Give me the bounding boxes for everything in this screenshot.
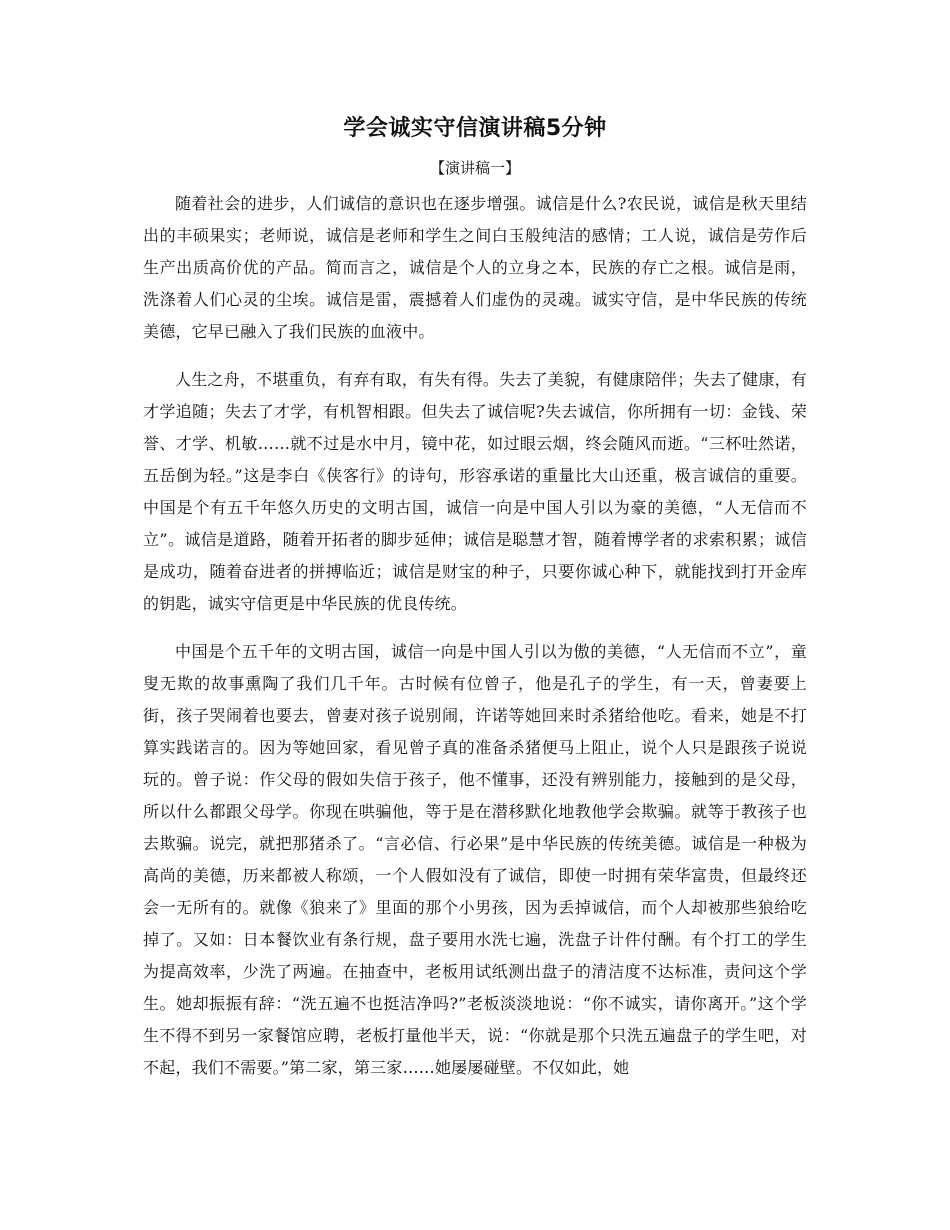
- document-subtitle: 【演讲稿一】: [429, 159, 520, 177]
- document-page: [143, 112, 807, 1084]
- paragraph-1: 随着社会的进步，人们诚信的意识也在逐步增强。诚信是什么?农民说，诚信是秋天里结出的丰硕果实；老师说，诚信是老师和学生之间白玉般纯洁的感情；工人说，诚信是劳作后生产出质高价优的产品。简而言之，诚信是个人的立身之本，民族的存亡之根。诚信是雨，洗涤着人们心灵的尘埃。诚信是雷，震撼着人们虚伪的灵魂。诚实守信，是中华民族的传统美德，它早已融入了我们民族的血液中。: [143, 194, 807, 341]
- paragraph-3: 中国是个五千年的文明古国，诚信一向是中国人引以为傲的美德，“人无信而不立”，童叟无欺的故事熏陶了我们几千年。古时候有位曾子，他是孔子的学生，有一天，曾妻要上街，孩子哭闹着也要去，曾妻对孩子说别闹，许诺等她回来时杀猪给他吃。看来，她是不打算实践诺言的。因为等她回家，看见曾子真的准备杀猪便马上阻止，说个人只是跟孩子说说玩的。曾子说：作父母的假如失信于孩子，他不懂事，还没有辨别能力，接触到的是父母，所以什么都跟父母学。你现在哄骗他，等于是在潜移默化地教他学会欺骗。就等于教孩子也去欺骗。说完，就把那猪杀了。“言必信、行必果”是中华民族的传统美德。诚信是一种极为高尚的美德，历来都被人称颂，一个人假如没有了诚信，即使一时拥有荣华富贵，但最终还会一无所有的。就像《狼来了》里面的那个小男孩，因为丢掉诚信，而个人却被那些狼给吃掉了。又如：日本餐饮业有条行规，盘子要用水洗七遍，洗盘子计件付酬。有个打工的学生为提高效率，少洗了两遍。在抽查中，老板用试纸测出盘子的清洁度不达标准，责问这个学生。她却振振有辞：“洗五遍不也挺洁净吗?”老板淡淡地说：“你不诚实，请你离开。”这个学生不得不到另一家餐馆应聘，老板打量他半天，说：“你就是那个只洗五遍盘子的学生吧，对不起，我们不需要。”第二家，第三家……她屡屡碰壁。不仅如此，她: [143, 642, 807, 1077]
- document-title: 学会诚实守信演讲稿5分钟: [343, 116, 607, 141]
- paragraph-2: 人生之舟，不堪重负，有弃有取，有失有得。失去了美貌，有健康陪伴；失去了健康，有才学追随；失去了才学，有机智相跟。但失去了诚信呢?失去诚信，你所拥有一切：金钱、荣誉、才学、机敏……就不过是水中月，镜中花，如过眼云烟，终会随风而逝。“三杯吐然诺，五岳倒为轻。”这是李白《侠客行》的诗句，形容承诺的重量比大山还重，极言诚信的重要。中国是个有五千年悠久历史的文明古国，诚信一向是中国人引以为豪的美德，“人无信而不立”。诚信是道路，随着开拓者的脚步延伸；诚信是聪慧才智，随着博学者的求索积累；诚信是成功，随着奋进者的拼搏临近；诚信是财宝的种子，只要你诚心种下，就能找到打开金库的钥匙，诚实守信更是中华民族的优良传统。: [143, 370, 807, 613]
